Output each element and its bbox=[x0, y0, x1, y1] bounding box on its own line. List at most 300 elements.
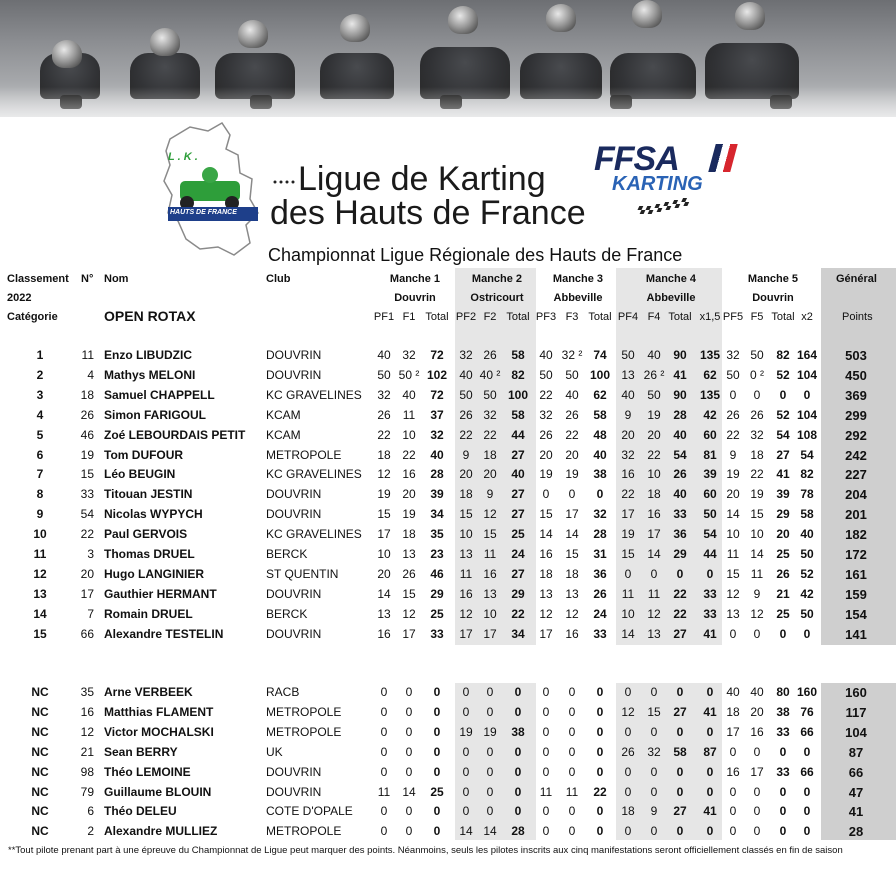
club-cell: METROPOLE bbox=[266, 724, 342, 739]
manche-5-score-cell: 10 bbox=[750, 527, 764, 542]
manche-3-score-cell: 0 bbox=[596, 764, 604, 779]
manche-4-score-cell: 0 bbox=[676, 566, 684, 581]
manche-5-score-cell: 17 bbox=[726, 724, 740, 739]
manche-5-score-cell: 104 bbox=[796, 367, 818, 382]
general-points-cell: 172 bbox=[845, 547, 867, 562]
manche-3-score-cell: 15 bbox=[565, 547, 579, 561]
rank-cell: NC bbox=[31, 804, 49, 819]
manche-2-score-cell: 16 bbox=[483, 566, 497, 581]
manche-3-score-cell: 0 bbox=[568, 487, 576, 502]
club-cell: METROPOLE bbox=[266, 447, 342, 462]
manche-3-score-cell: 0 bbox=[542, 824, 550, 839]
manche-5-score-cell: 22 bbox=[750, 467, 764, 482]
manche-5-score-cell: 78 bbox=[800, 487, 814, 502]
header-year: 2022 bbox=[7, 292, 32, 304]
manche-5-col-header: F5 bbox=[750, 311, 764, 323]
header-general: Général bbox=[836, 273, 877, 285]
kart-number-cell: 35 bbox=[80, 685, 94, 699]
manche-2-score-cell: 27 bbox=[511, 447, 525, 462]
kart-number-cell: 12 bbox=[80, 724, 94, 739]
manche-5-score-cell: 54 bbox=[776, 427, 790, 442]
manche-1-score-cell: 102 bbox=[426, 367, 448, 382]
manche-1-score-cell: 15 bbox=[402, 586, 416, 601]
manche-4-col-header: F4 bbox=[647, 311, 661, 323]
standings-row bbox=[0, 426, 896, 446]
manche-1-score-cell: 20 bbox=[377, 566, 391, 581]
manche-4-score-cell: 54 bbox=[673, 447, 687, 462]
kart-number-cell: 6 bbox=[87, 804, 94, 819]
manche-5-score-cell: 0 bbox=[803, 824, 811, 839]
manche-1-score-cell: 25 bbox=[430, 784, 444, 799]
manche-5-col-header: x2 bbox=[801, 311, 813, 323]
rank-cell: NC bbox=[31, 704, 49, 719]
manche-2-score-cell: 24 bbox=[511, 547, 525, 561]
manche-4-score-cell: 11 bbox=[621, 586, 635, 601]
rank-cell: 3 bbox=[36, 387, 44, 402]
manche-3-col-header: Total bbox=[588, 311, 612, 323]
manche-1-score-cell: 12 bbox=[402, 606, 416, 621]
general-points-cell: 87 bbox=[848, 744, 864, 760]
driver-name-cell: Romain DRUEL bbox=[104, 606, 193, 621]
manche-3-score-cell: 19 bbox=[565, 467, 579, 482]
manche-2-score-cell: 17 bbox=[459, 626, 473, 641]
manche-3-score-cell: 0 bbox=[568, 685, 576, 699]
club-cell: DOUVRIN bbox=[266, 764, 322, 779]
manche-3-score-cell: 12 bbox=[565, 606, 579, 621]
manche-3-score-cell: 17 bbox=[565, 507, 579, 522]
manche-4-score-cell: 0 bbox=[676, 685, 684, 699]
manche-3-score-cell: 50 bbox=[539, 367, 553, 382]
driver-name-cell: Sean BERRY bbox=[104, 744, 178, 759]
manche-4-score-cell: 19 bbox=[621, 527, 635, 542]
standings-row bbox=[0, 525, 896, 545]
manche-4-score-cell: 50 bbox=[621, 348, 635, 362]
manche-2-score-cell: 0 bbox=[462, 704, 470, 719]
standings-row bbox=[0, 763, 896, 783]
manche-2-score-cell: 100 bbox=[507, 387, 529, 402]
manche-2-score-cell: 27 bbox=[511, 507, 525, 522]
manche-4-score-cell: 26 ² bbox=[643, 367, 665, 382]
rank-cell: 9 bbox=[36, 507, 44, 522]
manche-4-score-cell: 33 bbox=[673, 507, 687, 522]
manche-1-score-cell: 32 bbox=[377, 387, 391, 402]
manche-3-score-cell: 20 bbox=[565, 447, 579, 462]
manche-4-score-cell: 17 bbox=[647, 527, 661, 542]
manche-3-score-cell: 50 bbox=[565, 367, 579, 382]
manche-5-score-cell: 12 bbox=[750, 606, 764, 621]
manche-4-score-cell: 0 bbox=[650, 824, 658, 839]
general-points-cell: 159 bbox=[845, 586, 867, 602]
manche-5-score-cell: 0 bbox=[803, 626, 811, 641]
manche-4-score-cell: 20 bbox=[647, 427, 661, 442]
driver-name-cell: Gauthier HERMANT bbox=[104, 586, 217, 601]
manche-3-score-cell: 18 bbox=[539, 566, 553, 581]
manche-2-label: Manche 2 bbox=[471, 273, 523, 285]
manche-5-score-cell: 39 bbox=[776, 487, 790, 502]
manche-5-score-cell: 32 bbox=[750, 427, 764, 442]
manche-5-score-cell: 16 bbox=[750, 724, 764, 739]
manche-3-score-cell: 33 bbox=[593, 626, 607, 641]
manche-1-score-cell: 72 bbox=[430, 348, 444, 362]
manche-5-score-cell: 20 bbox=[750, 704, 764, 719]
manche-4-score-cell: 87 bbox=[703, 744, 717, 759]
manche-4-score-cell: 17 bbox=[621, 507, 635, 522]
manche-1-score-cell: 0 bbox=[433, 685, 441, 699]
manche-1-score-cell: 29 bbox=[430, 586, 444, 601]
manche-4-venue: Abbeville bbox=[646, 292, 696, 304]
manche-3-score-cell: 22 bbox=[565, 427, 579, 442]
manche-5-score-cell: 0 bbox=[803, 804, 811, 819]
general-points-cell: 292 bbox=[845, 427, 867, 443]
club-cell: KCAM bbox=[266, 427, 301, 442]
club-cell: DOUVRIN bbox=[266, 367, 322, 382]
manche-3-score-cell: 0 bbox=[596, 824, 604, 839]
manche-5-score-cell: 29 bbox=[776, 507, 790, 522]
manche-4-score-cell: 22 bbox=[673, 606, 687, 621]
manche-4-score-cell: 10 bbox=[621, 606, 635, 621]
standings-row bbox=[0, 703, 896, 723]
manche-5-score-cell: 0 bbox=[803, 744, 811, 759]
driver-name-cell: Titouan JESTIN bbox=[104, 487, 193, 502]
manche-3-score-cell: 26 bbox=[593, 586, 607, 601]
manche-5-score-cell: 15 bbox=[726, 566, 740, 581]
manche-5-score-cell: 11 bbox=[726, 547, 740, 561]
manche-5-score-cell: 0 bbox=[729, 626, 737, 641]
manche-5-score-cell: 0 bbox=[753, 804, 761, 819]
driver-name-cell: Tom DUFOUR bbox=[104, 447, 184, 462]
manche-4-score-cell: 0 bbox=[624, 784, 632, 799]
standings-row bbox=[0, 386, 896, 406]
club-cell: KC GRAVELINES bbox=[266, 387, 362, 402]
manche-2-score-cell: 40 ² bbox=[479, 367, 501, 382]
general-points-cell: 450 bbox=[845, 367, 867, 383]
manche-3-score-cell: 14 bbox=[565, 527, 579, 542]
manche-2-score-cell: 82 bbox=[511, 367, 525, 382]
manche-4-score-cell: 22 bbox=[647, 447, 661, 462]
manche-1-score-cell: 0 bbox=[405, 685, 413, 699]
manche-2-score-cell: 18 bbox=[459, 487, 473, 502]
manche-1-score-cell: 0 bbox=[405, 704, 413, 719]
manche-3-score-cell: 26 bbox=[539, 427, 553, 442]
manche-2-score-cell: 0 bbox=[462, 804, 470, 819]
manche-4-score-cell: 33 bbox=[703, 586, 717, 601]
manche-3-score-cell: 0 bbox=[542, 487, 550, 502]
manche-1-score-cell: 0 bbox=[380, 685, 388, 699]
manche-4-score-cell: 14 bbox=[647, 547, 661, 561]
manche-5-score-cell: 9 bbox=[753, 586, 761, 601]
kart-number-cell: 22 bbox=[80, 527, 94, 542]
manche-2-score-cell: 17 bbox=[483, 626, 497, 641]
manche-1-score-cell: 17 bbox=[377, 527, 391, 542]
standings-row bbox=[0, 683, 896, 703]
manche-2-score-cell: 0 bbox=[514, 744, 522, 759]
manche-5-score-cell: 38 bbox=[776, 704, 790, 719]
kart-number-cell: 46 bbox=[80, 427, 94, 442]
general-points-cell: 141 bbox=[845, 626, 867, 642]
manche-2-score-cell: 0 bbox=[486, 784, 494, 799]
manche-4-score-cell: 44 bbox=[703, 547, 717, 561]
manche-3-score-cell: 13 bbox=[565, 586, 579, 601]
manche-4-label: Manche 4 bbox=[645, 273, 697, 285]
manche-2-score-cell: 0 bbox=[514, 685, 522, 699]
manche-2-score-cell: 12 bbox=[483, 507, 497, 522]
manche-1-score-cell: 0 bbox=[433, 724, 441, 739]
club-cell: DOUVRIN bbox=[266, 348, 322, 362]
manche-1-score-cell: 10 bbox=[377, 547, 391, 561]
driver-name-cell: Guillaume BLOUIN bbox=[104, 784, 212, 799]
manche-5-score-cell: 0 bbox=[729, 387, 737, 402]
kart-number-cell: 4 bbox=[87, 367, 94, 382]
manche-5-score-cell: 26 bbox=[750, 407, 764, 422]
manche-3-score-cell: 40 bbox=[565, 387, 579, 402]
manche-5-score-cell: 33 bbox=[776, 724, 790, 739]
manche-4-score-cell: 11 bbox=[647, 586, 661, 601]
manche-5-score-cell: 33 bbox=[776, 764, 790, 779]
manche-2-score-cell: 0 bbox=[462, 784, 470, 799]
manche-1-score-cell: 22 bbox=[377, 427, 391, 442]
manche-5-score-cell: 76 bbox=[800, 704, 814, 719]
manche-3-venue: Abbeville bbox=[553, 292, 603, 304]
manche-1-score-cell: 37 bbox=[430, 407, 444, 422]
manche-4-score-cell: 54 bbox=[703, 527, 717, 542]
manche-1-col-header: PF1 bbox=[373, 311, 395, 323]
manche-5-score-cell: 0 bbox=[779, 804, 787, 819]
manche-4-score-cell: 0 bbox=[676, 724, 684, 739]
club-cell: DOUVRIN bbox=[266, 784, 322, 799]
manche-5-score-cell: 52 bbox=[776, 367, 790, 382]
driver-name-cell: Mathys MELONI bbox=[104, 367, 196, 382]
manche-2-score-cell: 27 bbox=[511, 566, 525, 581]
driver-name-cell: Nicolas WYPYCH bbox=[104, 507, 203, 522]
footnote: **Tout pilote prenant part à une épreuve du Championnat de Ligue peut marquer des points. Néanmoins, seuls les pilotes inscrits aux cinq manifestations seront officiellement classés en fin de saison bbox=[8, 845, 843, 856]
manche-2-score-cell: 40 bbox=[459, 367, 473, 382]
french-flag-icon bbox=[708, 144, 738, 172]
manche-4-score-cell: 135 bbox=[699, 348, 721, 362]
manche-5-score-cell: 14 bbox=[750, 547, 764, 561]
standings-row bbox=[0, 723, 896, 743]
manche-5-score-cell: 0 bbox=[729, 784, 737, 799]
manche-1-score-cell: 19 bbox=[402, 507, 416, 522]
club-cell: KC GRAVELINES bbox=[266, 527, 362, 542]
manche-4-col-header: PF4 bbox=[617, 311, 639, 323]
manche-5-score-cell: 0 bbox=[753, 626, 761, 641]
club-cell: BERCK bbox=[266, 547, 308, 561]
manche-4-score-cell: 16 bbox=[621, 467, 635, 482]
manche-1-score-cell: 0 bbox=[380, 744, 388, 759]
manche-2-score-cell: 0 bbox=[514, 764, 522, 779]
standings-row bbox=[0, 465, 896, 485]
driver-name-cell: Samuel CHAPPELL bbox=[104, 387, 215, 402]
manche-3-score-cell: 0 bbox=[542, 744, 550, 759]
kart-number-cell: 54 bbox=[80, 507, 94, 522]
club-cell: DOUVRIN bbox=[266, 487, 322, 502]
ffsa-karting-logo bbox=[594, 140, 744, 196]
manche-3-score-cell: 40 bbox=[539, 348, 553, 362]
manche-5-score-cell: 0 bbox=[779, 387, 787, 402]
manche-2-score-cell: 11 bbox=[483, 547, 497, 561]
manche-4-score-cell: 18 bbox=[621, 804, 635, 819]
standings-row bbox=[0, 446, 896, 466]
standings-row bbox=[0, 485, 896, 505]
manche-5-score-cell: 66 bbox=[800, 724, 814, 739]
manche-5-score-cell: 82 bbox=[800, 467, 814, 482]
manche-3-score-cell: 31 bbox=[593, 547, 607, 561]
kart-number-cell: 98 bbox=[80, 764, 94, 779]
driver-name-cell: Enzo LIBUDZIC bbox=[104, 348, 192, 362]
manche-5-score-cell: 0 bbox=[753, 387, 761, 402]
manche-1-score-cell: 39 bbox=[430, 487, 444, 502]
manche-4-score-cell: 58 bbox=[673, 744, 687, 759]
manche-1-score-cell: 13 bbox=[377, 606, 391, 621]
manche-2-score-cell: 0 bbox=[514, 784, 522, 799]
club-cell: METROPOLE bbox=[266, 824, 342, 839]
manche-1-score-cell: 10 bbox=[402, 427, 416, 442]
manche-2-score-cell: 18 bbox=[483, 447, 497, 462]
manche-1-score-cell: 0 bbox=[405, 724, 413, 739]
manche-4-score-cell: 0 bbox=[624, 724, 632, 739]
rank-cell: 13 bbox=[33, 586, 47, 601]
manche-4-score-cell: 18 bbox=[647, 487, 661, 502]
club-cell: KC GRAVELINES bbox=[266, 467, 362, 482]
manche-5-score-cell: 42 bbox=[800, 586, 814, 601]
manche-5-score-cell: 19 bbox=[726, 467, 740, 482]
manche-4-score-cell: 16 bbox=[647, 507, 661, 522]
manche-4-score-cell: 0 bbox=[706, 784, 714, 799]
manche-4-score-cell: 40 bbox=[621, 387, 635, 402]
manche-3-col-header: F3 bbox=[565, 311, 579, 323]
manche-3-score-cell: 36 bbox=[593, 566, 607, 581]
kart-number-cell: 79 bbox=[80, 784, 94, 799]
driver-name-cell: Hugo LANGINIER bbox=[104, 566, 204, 581]
manche-3-score-cell: 0 bbox=[568, 704, 576, 719]
manche-4-score-cell: 40 bbox=[673, 487, 687, 502]
manche-5-score-cell: 0 bbox=[803, 387, 811, 402]
manche-4-score-cell: 90 bbox=[673, 348, 687, 362]
manche-3-score-cell: 0 bbox=[542, 724, 550, 739]
header-categorie: Catégorie bbox=[7, 311, 58, 323]
manche-2-score-cell: 25 bbox=[511, 527, 525, 542]
ligue-wordmark-line2: des Hauts de France bbox=[270, 194, 586, 232]
manche-3-score-cell: 58 bbox=[593, 407, 607, 422]
kart-number-cell: 7 bbox=[87, 606, 94, 621]
manche-4-col-header: x1,5 bbox=[699, 311, 721, 323]
manche-4-score-cell: 90 bbox=[673, 387, 687, 402]
kart-number-cell: 15 bbox=[80, 467, 94, 482]
manche-2-score-cell: 0 bbox=[462, 764, 470, 779]
manche-5-col-header: Total bbox=[771, 311, 795, 323]
manche-1-score-cell: 26 bbox=[402, 566, 416, 581]
club-cell: DOUVRIN bbox=[266, 507, 322, 522]
speed-dots-icon bbox=[272, 177, 298, 187]
manche-4-score-cell: 15 bbox=[647, 704, 661, 719]
manche-2-score-cell: 10 bbox=[483, 606, 497, 621]
manche-2-col-header: F2 bbox=[483, 311, 497, 323]
manche-4-score-cell: 10 bbox=[647, 467, 661, 482]
standings-row bbox=[0, 406, 896, 426]
manche-1-label: Manche 1 bbox=[389, 273, 441, 285]
general-points-cell: 41 bbox=[848, 804, 864, 820]
manche-2-score-cell: 32 bbox=[483, 407, 497, 422]
kart-number-cell: 21 bbox=[80, 744, 94, 759]
manche-4-score-cell: 13 bbox=[647, 626, 661, 641]
manche-4-score-cell: 32 bbox=[621, 447, 635, 462]
manche-5-score-cell: 0 ² bbox=[749, 367, 764, 382]
manche-3-score-cell: 0 bbox=[542, 685, 550, 699]
manche-2-score-cell: 0 bbox=[462, 685, 470, 699]
manche-5-score-cell: 18 bbox=[750, 447, 764, 462]
manche-1-score-cell: 32 bbox=[402, 348, 416, 362]
manche-1-score-cell: 0 bbox=[433, 804, 441, 819]
manche-1-score-cell: 32 bbox=[430, 427, 444, 442]
manche-3-score-cell: 32 bbox=[539, 407, 553, 422]
manche-1-score-cell: 11 bbox=[402, 407, 416, 422]
manche-5-score-cell: 0 bbox=[779, 744, 787, 759]
manche-5-score-cell: 50 bbox=[800, 606, 814, 621]
rank-cell: 11 bbox=[33, 547, 47, 561]
manche-3-score-cell: 32 ² bbox=[561, 348, 583, 362]
manche-5-score-cell: 18 bbox=[726, 704, 740, 719]
manche-4-score-cell: 22 bbox=[673, 586, 687, 601]
manche-5-col-header: PF5 bbox=[722, 311, 744, 323]
manche-3-score-cell: 0 bbox=[596, 744, 604, 759]
club-cell: DOUVRIN bbox=[266, 626, 322, 641]
driver-name-cell: Paul GERVOIS bbox=[104, 527, 188, 542]
rank-cell: NC bbox=[31, 784, 49, 799]
rank-cell: 7 bbox=[36, 467, 44, 482]
manche-1-score-cell: 35 bbox=[430, 527, 444, 542]
manche-4-score-cell: 41 bbox=[703, 626, 717, 641]
manche-4-score-cell: 0 bbox=[650, 764, 658, 779]
manche-4-score-cell: 40 bbox=[673, 427, 687, 442]
kart-number-cell: 2 bbox=[87, 824, 94, 839]
manche-4-score-cell: 22 bbox=[621, 487, 635, 502]
manche-5-score-cell: 25 bbox=[776, 606, 790, 621]
manche-3-score-cell: 38 bbox=[593, 467, 607, 482]
manche-4-score-cell: 27 bbox=[673, 804, 687, 819]
manche-2-score-cell: 14 bbox=[459, 824, 473, 839]
manche-3-score-cell: 13 bbox=[539, 586, 553, 601]
manche-1-score-cell: 15 bbox=[377, 507, 391, 522]
manche-5-score-cell: 0 bbox=[753, 824, 761, 839]
manche-4-score-cell: 0 bbox=[650, 724, 658, 739]
manche-2-score-cell: 16 bbox=[459, 586, 473, 601]
manche-4-score-cell: 12 bbox=[621, 704, 635, 719]
manche-2-venue: Ostricourt bbox=[470, 292, 524, 304]
general-points-cell: 104 bbox=[845, 724, 867, 740]
manche-3-score-cell: 28 bbox=[593, 527, 607, 542]
manche-4-score-cell: 13 bbox=[621, 367, 635, 382]
manche-5-score-cell: 0 bbox=[729, 744, 737, 759]
manche-5-score-cell: 0 bbox=[803, 784, 811, 799]
manche-2-score-cell: 14 bbox=[483, 824, 497, 839]
manche-5-score-cell: 0 bbox=[729, 824, 737, 839]
manche-5-score-cell: 104 bbox=[796, 407, 818, 422]
ligue-map-label: HAUTS DE FRANCE bbox=[170, 209, 237, 216]
ligue-logo bbox=[160, 121, 265, 258]
driver-name-cell: Thomas DRUEL bbox=[104, 547, 195, 561]
manche-4-score-cell: 0 bbox=[676, 784, 684, 799]
manche-3-score-cell: 17 bbox=[539, 626, 553, 641]
manche-1-score-cell: 0 bbox=[433, 824, 441, 839]
manche-3-score-cell: 22 bbox=[593, 784, 607, 799]
manche-3-score-cell: 22 bbox=[539, 387, 553, 402]
header-banner-photo bbox=[0, 0, 896, 117]
club-cell: COTE D'OPALE bbox=[266, 804, 353, 819]
club-cell: ST QUENTIN bbox=[266, 566, 339, 581]
kart-number-cell: 26 bbox=[80, 407, 94, 422]
manche-4-score-cell: 0 bbox=[706, 566, 714, 581]
general-points-cell: 503 bbox=[845, 348, 867, 363]
